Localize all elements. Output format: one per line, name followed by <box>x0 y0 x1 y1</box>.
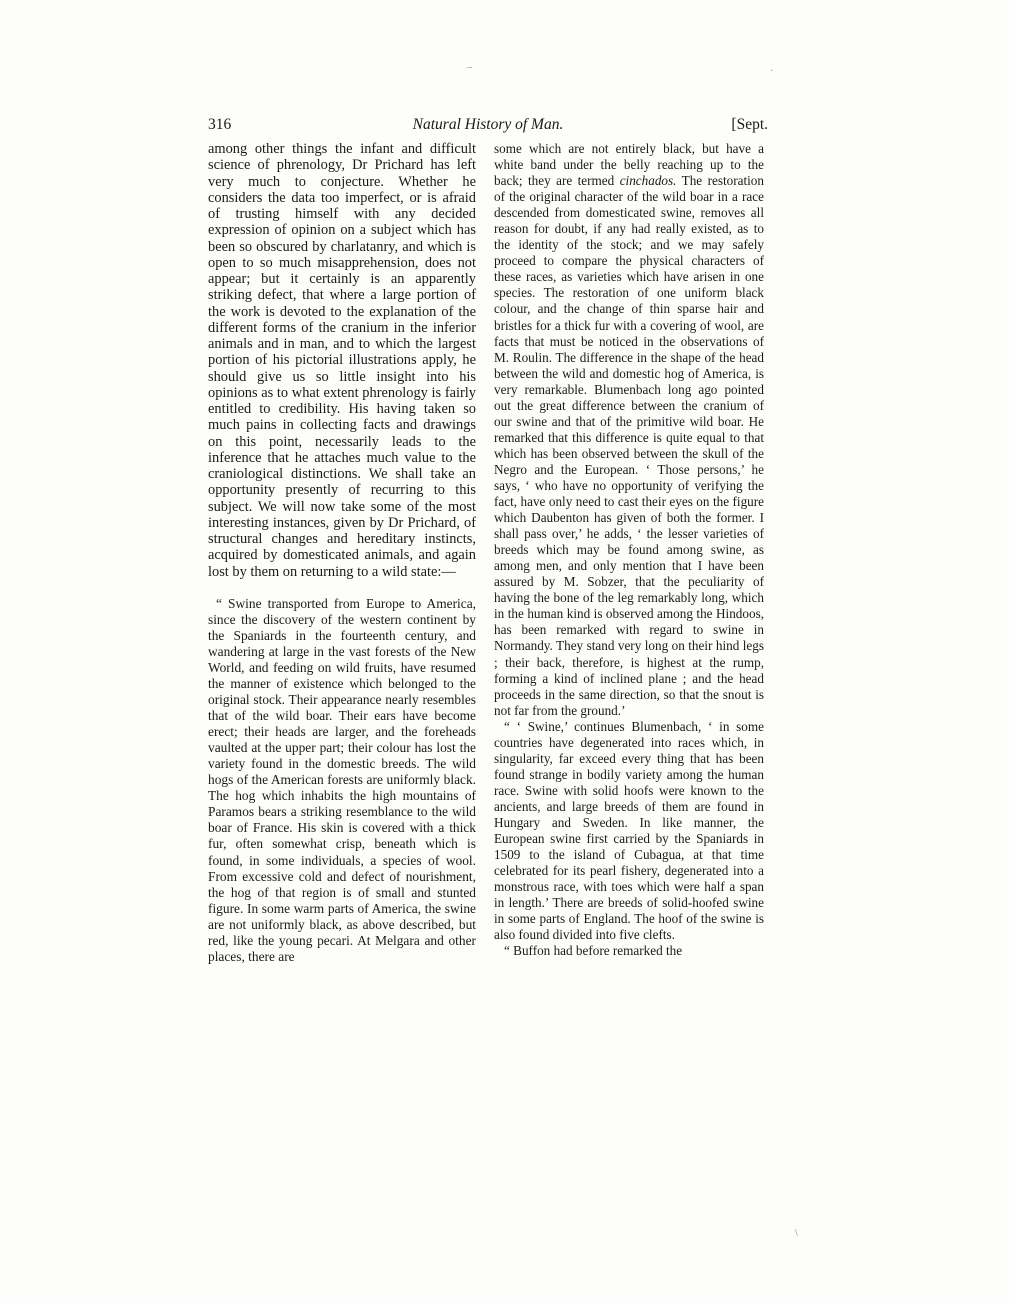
scan-speck: – <box>467 62 472 73</box>
cinchados-italic: cinchados. <box>619 173 677 189</box>
right-paragraph-1-text-b: The restoration of the original character of the wild boar in a race descended from domesticated swine, removes all reason for doubt, if any had really existed, as to the identity of the stock; and we may safely proceed to compare the physical characters of these races, as varieties which have arisen in one species. The restoration of one uniform black colour, and the change of thin sparse hair and bristles for a thick fur with a covering of wool, are facts that must be noticed in the observations of M. Roulin. The difference in the shape of the head between the wild and domestic hog of America, is very remarkable. Blumenbach long ago pointed out the great difference between the cranium of our swine and that of the primitive wild boar. He remarked that this difference is quite equal to that which has been observed between the skull of the Negro and the European. ‘ Those persons,’ he says, ‘ who have no opportunity of verifying the fact, have only need to cast their eyes on the figure which Daubenton has given of both the former. I shall pass over,’ he adds, ‘ the lesser varieties of breeds which may be found among swine, as among men, and only mention that I have been assured by M. Sobzer, that the peculiarity of having the bone of the leg remarkably long, which in the human kind is observed among the Hindoos, has been remarked with regard to swine in Normandy. They stand very long on their hind legs ; their back, therefore, is highest at the rump, forming a kind of inclined plane ; and the head proceeds in the same direction, so that the snout is not far from the ground.’ <box>494 173 764 718</box>
right-paragraph-2: “ ‘ Swine,’ continues Blumenbach, ‘ in some countries have degenerated into races which, in singularity, far exceed every thing that has been found strange in bodily variety among the human race. Swine with solid hoofs were known to the ancients, and large breeds of them are found in Hungary and Sweden. In like manner, the European swine first carried by the Spaniards in 1509 to the island of Cubagua, at that time celebrated for its pearl fishery, degenerated into a monstrous race, with toes which were half a span in length.’ There are breeds of solid-hoofed swine in some parts of England. The hoof of the swine is also found divided into five clefts. <box>494 718 764 943</box>
right-paragraph-3: “ Buffon had before remarked the <box>504 943 683 959</box>
right-column <box>494 141 764 959</box>
scan-speck: \ <box>795 1228 798 1239</box>
page-number: 316 <box>208 116 232 133</box>
right-paragraph-1 <box>494 141 764 719</box>
running-title: Natural History of Man. <box>412 116 564 133</box>
left-paragraph: among other things the infant and difficult science of phrenology, Dr Prichard has left very much to conjecture. Whether he considers the data too imperfect, or is afraid of trusting himself with any decided expression of opinion on a subject which has been so obscured by charlatanry, and which is open to so much misapprehension, does not appear; but it certainly is an apparently striking defect, that where a large portion of the work is devoted to the explanation of the different forms of the cranium in the inferior animals and in man, and to which the largest portion of his pictorial illustrations apply, he should give us so little insight into his opinions as to what extent phrenology is fairly entitled to credibility. His having taken so much pains in collecting facts and drawings on this point, necessarily leads to the inference that he attaches much value to the craniological distinctions. We shall take an opportunity presently of recurring to this subject. We will now take some of the most interesting instances, given by Dr Prichard, of structural changes and hereditary instincts, acquired by domesticated animals, and again lost by them on returning to a wild state:— <box>208 141 476 580</box>
swine-quote: “ Swine transported from Europe to America, since the discovery of the western continent by the Spaniards in the fourteenth century, and wandering at large in the vast forests of the New World, and feeding on wild fruits, have resumed the manner of existence which belonged to the original stock. Their appearance nearly resembles that of the wild boar. Their ears have become erect; their heads are larger, and the foreheads vaulted at the upper part; their colour has lost the variety found in the domestic breeds. The wild hogs of the American forests are uniformly black. The hog which inhabits the high mountains of Paramos bears a striking resemblance to the wild boar of France. His skin is covered with a thick fur, often somewhat crisp, beneath which is found, in some individuals, a species of wool. From excessive cold and defect of nourishment, the hog of that region is of small and stunted figure. In some warm parts of America, the swine are not uniformly black, as above described, but red, like the young pecari. At Melgara and other places, there are <box>208 595 476 964</box>
running-month: [Sept. <box>731 116 768 133</box>
left-column <box>208 141 476 965</box>
page-header <box>208 116 768 136</box>
right-paragraph-1-text-a: some which are not entirely black, but have a white band under the belly reaching up to the back; they are termed <box>494 141 764 189</box>
scan-speck: · <box>770 66 774 77</box>
